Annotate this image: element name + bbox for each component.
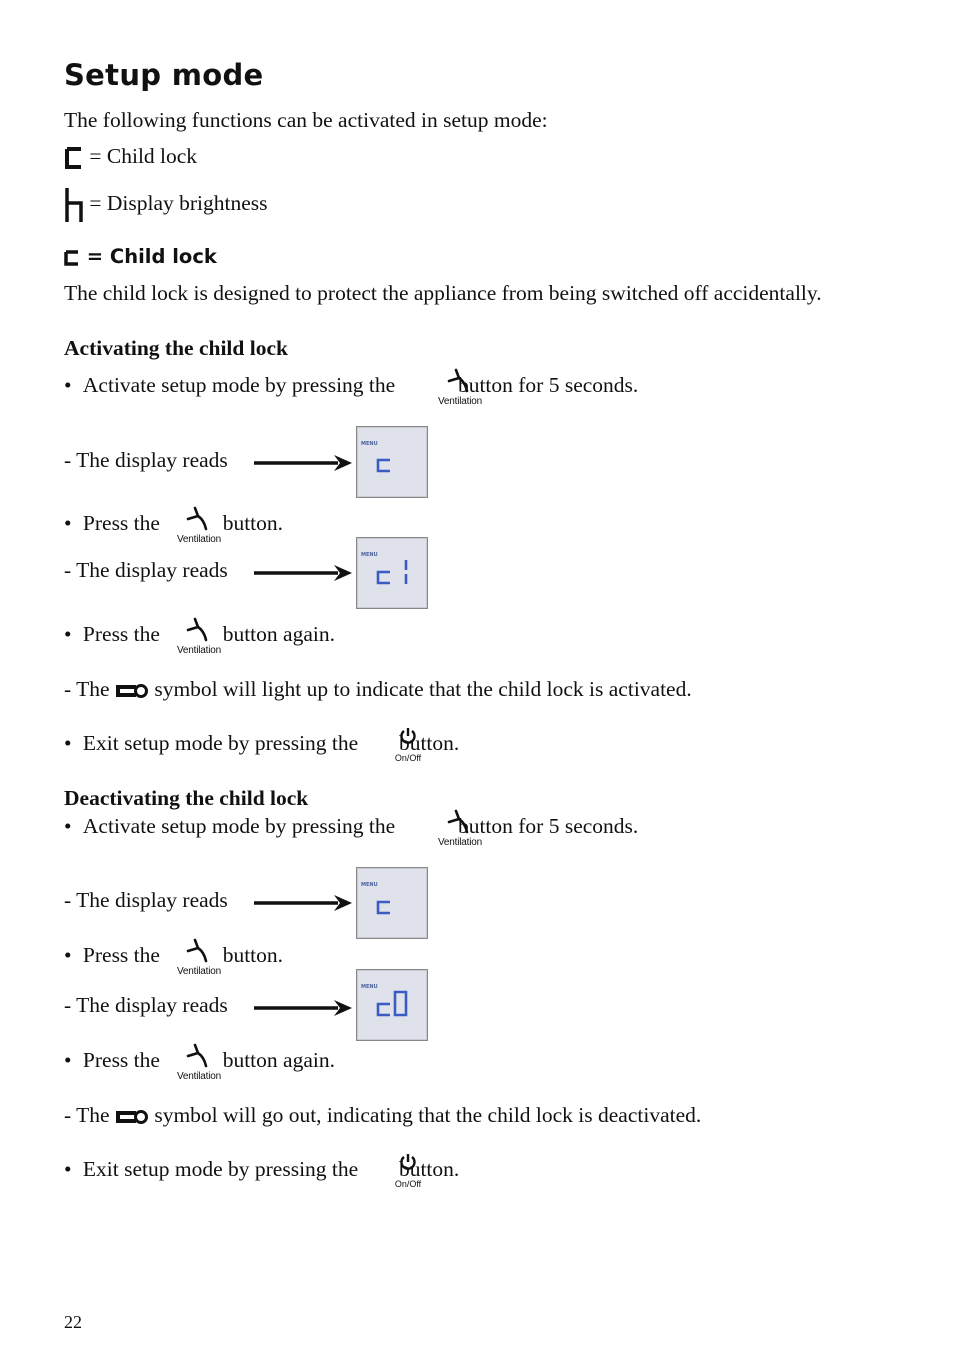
key-icon xyxy=(115,1108,149,1126)
power-icon xyxy=(399,727,417,745)
lcd-display-c xyxy=(356,426,428,498)
deactivating-result-post: symbol will go out, indicating that the child lock is deactivated. xyxy=(154,1103,702,1127)
arrow-icon xyxy=(254,563,354,583)
deactivating-step3-post: button again. xyxy=(222,1048,335,1072)
child-lock-segment-icon xyxy=(64,249,80,267)
deactivating-step2-pre: Press the xyxy=(82,943,160,967)
bullet: • xyxy=(64,622,72,646)
activating-step1 xyxy=(64,373,638,398)
ventilation-label: Ventilation xyxy=(438,396,482,407)
activating-result-pre: - The xyxy=(64,677,110,701)
display-reads-text: - The display reads xyxy=(64,888,228,912)
bullet: • xyxy=(64,1048,72,1072)
onoff-label: On/Off xyxy=(394,753,422,763)
activating-step1-pre: Activate setup mode by pressing the xyxy=(82,373,396,397)
function-display-brightness xyxy=(64,188,268,222)
arrow-icon xyxy=(254,893,354,913)
lcd-digit-c0 xyxy=(357,970,427,1040)
menu-indicator: MENU xyxy=(361,441,378,447)
menu-indicator: MENU xyxy=(361,882,378,888)
deactivating-step2-post: button. xyxy=(222,943,284,967)
intro-text: The following functions can be activated in setup mode: xyxy=(64,108,548,132)
bullet: • xyxy=(64,1157,72,1181)
onoff-button[interactable] xyxy=(393,1153,423,1193)
deactivating-exit-post: button. xyxy=(398,1157,460,1181)
activating-step3-post: button again. xyxy=(222,622,335,646)
ventilation-label: Ventilation xyxy=(438,837,482,848)
power-icon xyxy=(399,1153,417,1171)
activating-step1-post: button for 5 seconds. xyxy=(457,373,639,397)
ventilation-button[interactable] xyxy=(434,809,486,851)
fan-icon xyxy=(185,1043,211,1069)
ventilation-button[interactable] xyxy=(173,506,225,548)
child-lock-heading-label: = Child lock xyxy=(86,245,217,268)
activating-heading: Activating the child lock xyxy=(64,336,288,360)
activating-step3-pre: Press the xyxy=(82,622,160,646)
ventilation-label: Ventilation xyxy=(177,534,221,545)
display-reads-text: - The display reads xyxy=(64,558,228,582)
child-lock-segment-icon xyxy=(64,147,84,169)
lcd-digit-c xyxy=(357,427,427,497)
function-child-lock xyxy=(64,144,197,169)
ventilation-label: Ventilation xyxy=(177,1071,221,1082)
deactivating-step3-pre: Press the xyxy=(82,1048,160,1072)
activating-exit-post: button. xyxy=(398,731,460,755)
ventilation-button[interactable] xyxy=(173,938,225,980)
activating-result-post: symbol will light up to indicate that the child lock is activated. xyxy=(154,677,692,701)
page-number: 22 xyxy=(64,1312,82,1332)
ventilation-button[interactable] xyxy=(434,368,486,410)
brightness-segment-icon xyxy=(64,188,84,222)
lcd-digit-c xyxy=(357,868,427,938)
deactivating-result xyxy=(64,1103,701,1128)
arrow-icon xyxy=(254,453,354,473)
ventilation-label: Ventilation xyxy=(177,645,221,656)
child-lock-description: The child lock is designed to protect the appliance from being switched off accidentally. xyxy=(64,281,822,305)
arrow-icon xyxy=(254,998,354,1018)
bullet: • xyxy=(64,373,72,397)
fan-icon xyxy=(185,938,211,964)
lcd-display-c0 xyxy=(356,969,428,1041)
fan-icon xyxy=(185,506,211,532)
bullet: • xyxy=(64,943,72,967)
deactivating-result-pre: - The xyxy=(64,1103,110,1127)
ventilation-label: Ventilation xyxy=(177,966,221,977)
bullet: • xyxy=(64,731,72,755)
onoff-button[interactable] xyxy=(393,727,423,767)
fan-icon xyxy=(446,368,472,394)
deactivating-exit-pre: Exit setup mode by pressing the xyxy=(82,1157,359,1181)
function-display-brightness-label: = Display brightness xyxy=(89,190,268,215)
lcd-display-c xyxy=(356,867,428,939)
key-icon xyxy=(115,682,149,700)
activating-step2-post: button. xyxy=(222,511,284,535)
bullet: • xyxy=(64,814,72,838)
ventilation-button[interactable] xyxy=(173,617,225,659)
onoff-label: On/Off xyxy=(394,1179,422,1189)
fan-icon xyxy=(185,617,211,643)
ventilation-button[interactable] xyxy=(173,1043,225,1085)
bullet: • xyxy=(64,511,72,535)
deactivating-step1-post: button for 5 seconds. xyxy=(457,814,639,838)
menu-indicator: MENU xyxy=(361,984,378,990)
activating-result xyxy=(64,677,692,702)
fan-icon xyxy=(446,809,472,835)
display-reads-text: - The display reads xyxy=(64,993,228,1017)
deactivating-step1-pre: Activate setup mode by pressing the xyxy=(82,814,396,838)
display-reads-text: - The display reads xyxy=(64,448,228,472)
activating-exit-pre: Exit setup mode by pressing the xyxy=(82,731,359,755)
child-lock-heading xyxy=(64,245,217,268)
menu-indicator: MENU xyxy=(361,552,378,558)
page-title: Setup mode xyxy=(64,58,264,92)
lcd-digit-c1 xyxy=(357,538,427,608)
lcd-display-c1 xyxy=(356,537,428,609)
deactivating-heading: Deactivating the child lock xyxy=(64,786,309,810)
deactivating-step1 xyxy=(64,814,638,839)
activating-step2-pre: Press the xyxy=(82,511,160,535)
function-child-lock-label: = Child lock xyxy=(89,144,198,168)
